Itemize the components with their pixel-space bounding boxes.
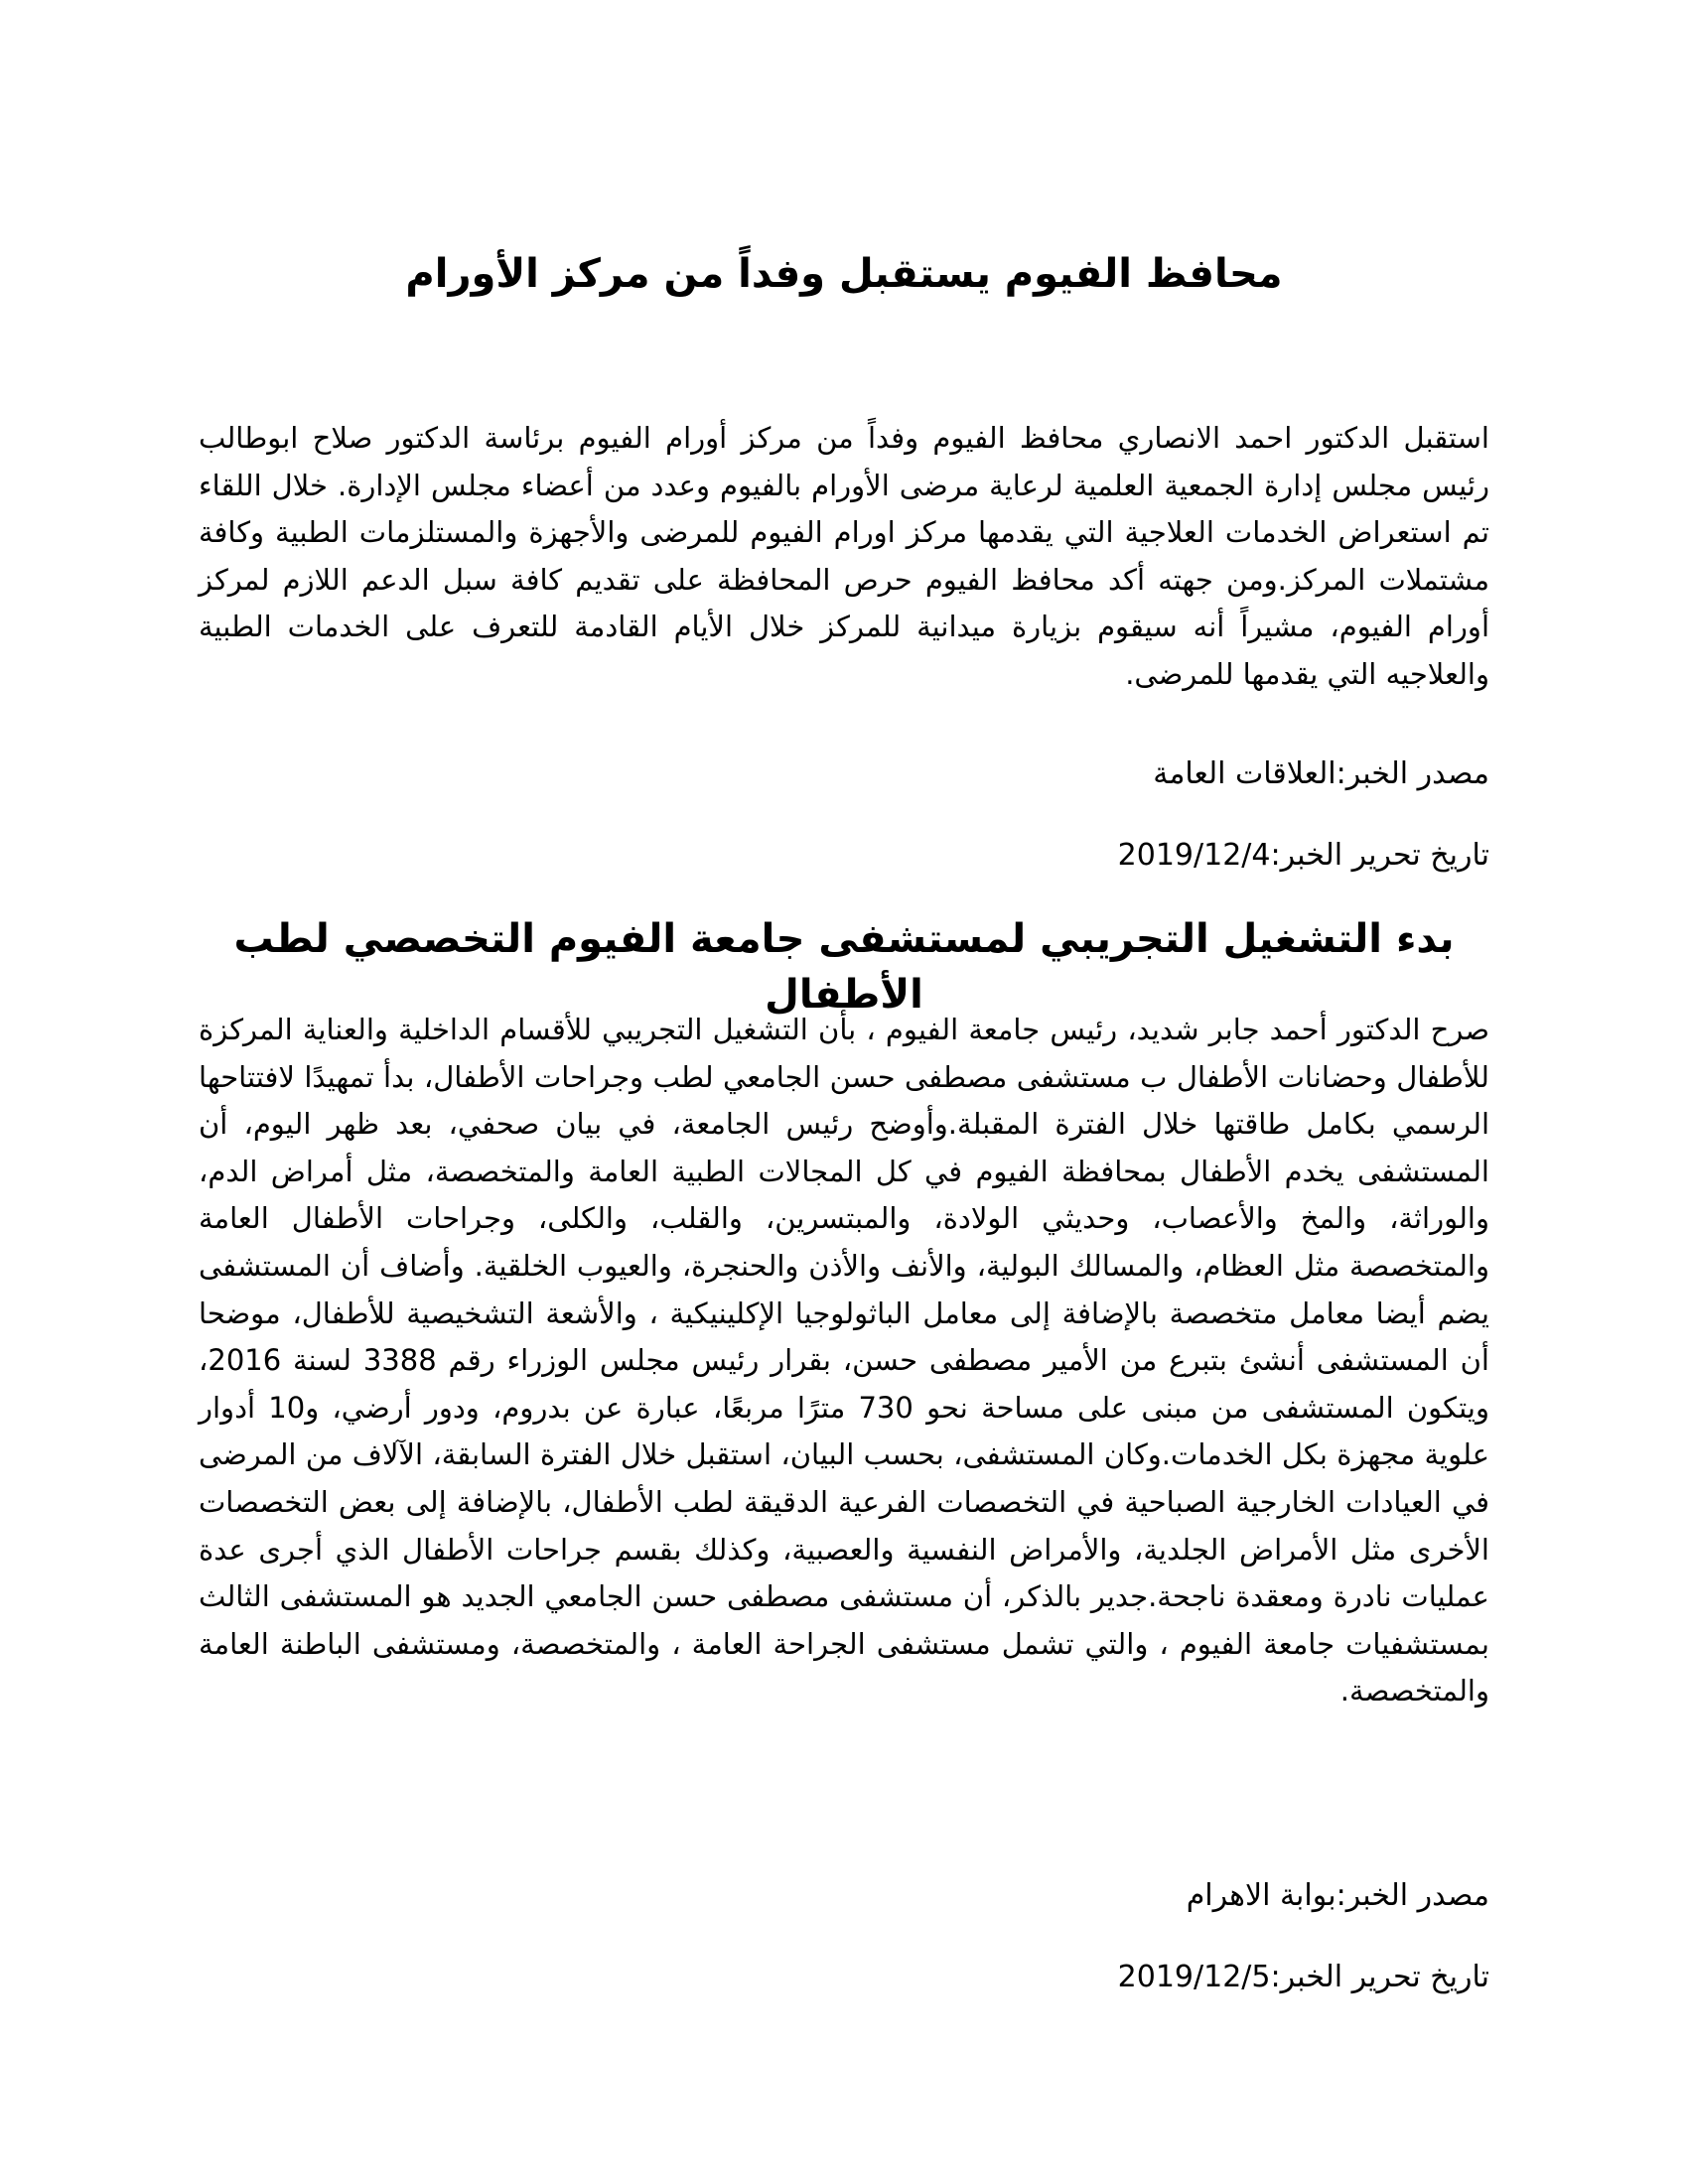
article-1-title: محافظ الفيوم يستقبل وفداً من مركز الأورام [405,251,1283,297]
article-2-body: صرح الدكتور أحمد جابر شديد، رئيس جامعة الفيوم ، بأن التشغيل التجريبي للأقسام الداخلية والعناية المركزة للأطفال وحضانات الأطفال ب مستشفى مصطفى حسن الجامعي لطب وجراحات الأطفال، بدأ تمهيدًا لافتتاحها الرسمي بكامل طاقتها خلال الفترة المقبلة.وأوضح رئيس الجامعة، في بيان صحفي، بعد ظهر اليوم، أن المستشفى يخدم الأطفال بمحافظة الفيوم في كل المجالات الطبية العامة والمتخصصة، مثل أمراض الدم، والوراثة، والمخ والأعصاب، وحديثي الولادة، والمبتسرين، والقلب، والكلى، وجراحات الأطفال العامة والمتخصصة مثل العظام، والمسالك البولية، والأنف والأذن والحنجرة، والعيوب الخلقية. وأضاف أن المستشفى يضم أيضا معامل متخصصة بالإضافة إلى معامل الباثولوجيا الإكلينيكية ، والأشعة التشخيصية للأطفال، موضحا أن المستشفى أنشئ بتبرع من الأمير مصطفى حسن، بقرار رئيس مجلس الوزراء رقم 3388 لسنة 2016، ويتكون المستشفى من مبنى على مساحة نحو 730 مترًا مربعًا، عبارة عن بدروم، ودور أرضي، و10 أدوار علوية مجهزة بكل الخدمات.وكان المستشفى، بحسب البيان، استقبل خلال الفترة السابقة، الآلاف من المرضى في العيادات الخارجية الصباحية في التخصصات الفرعية الدقيقة لطب الأطفال، بالإضافة إلى بعض التخصصات الأخرى مثل الأمراض الجلدية، والأمراض النفسية والعصبية، وكذلك بقسم جراحات الأطفال الذي أجرى عدة عمليات نادرة ومعقدة ناجحة.جدير بالذكر، أن مستشفى مصطفى حسن الجامعي الجديد هو المستشفى الثالث بمستشفيات جامعة الفيوم ، والتي تشمل مستشفى الجراحة العامة ، والمتخصصة، ومستشفى الباطنة العامة والمتخصصة. [199,1013,1489,1708]
article-2-title: بدء التشغيل التجريبي لمستشفى جامعة الفيوم التخصصي لطب الأطفال [233,916,1455,1018]
article-2-date: تاريخ تحرير الخبر:2019/12/5 [1117,1960,1489,1994]
article-1-source: مصدر الخبر:العلاقات العامة [1153,756,1489,791]
article-1-body: استقبل الدكتور احمد الانصاري محافظ الفيوم وفداً من مركز أورام الفيوم برئاسة الدكتور صلاح ابوطالب رئيس مجلس إدارة الجمعية العلمية لرعاية مرضى الأورام بالفيوم وعدد من أعضاء مجلس الإدارة. خلال اللقاء تم استعراض الخدمات العلاجية التي يقدمها مركز اورام الفيوم للمرضى والأجهزة والمستلزمات الطبية وكافة مشتملات المركز.ومن جهته أكد محافظ الفيوم حرص المحافظة على تقديم كافة سبل الدعم اللازم لمركز أورام الفيوم، مشيراً أنه سيقوم بزيارة ميدانية للمركز خلال الأيام القادمة للتعرف على الخدمات الطبية والعلاجيه التي يقدمها للمرضى. [199,421,1489,691]
article-1-date: تاريخ تحرير الخبر:2019/12/4 [1117,838,1489,873]
article-2-source: مصدر الخبر:بوابة الاهرام [1186,1878,1489,1913]
